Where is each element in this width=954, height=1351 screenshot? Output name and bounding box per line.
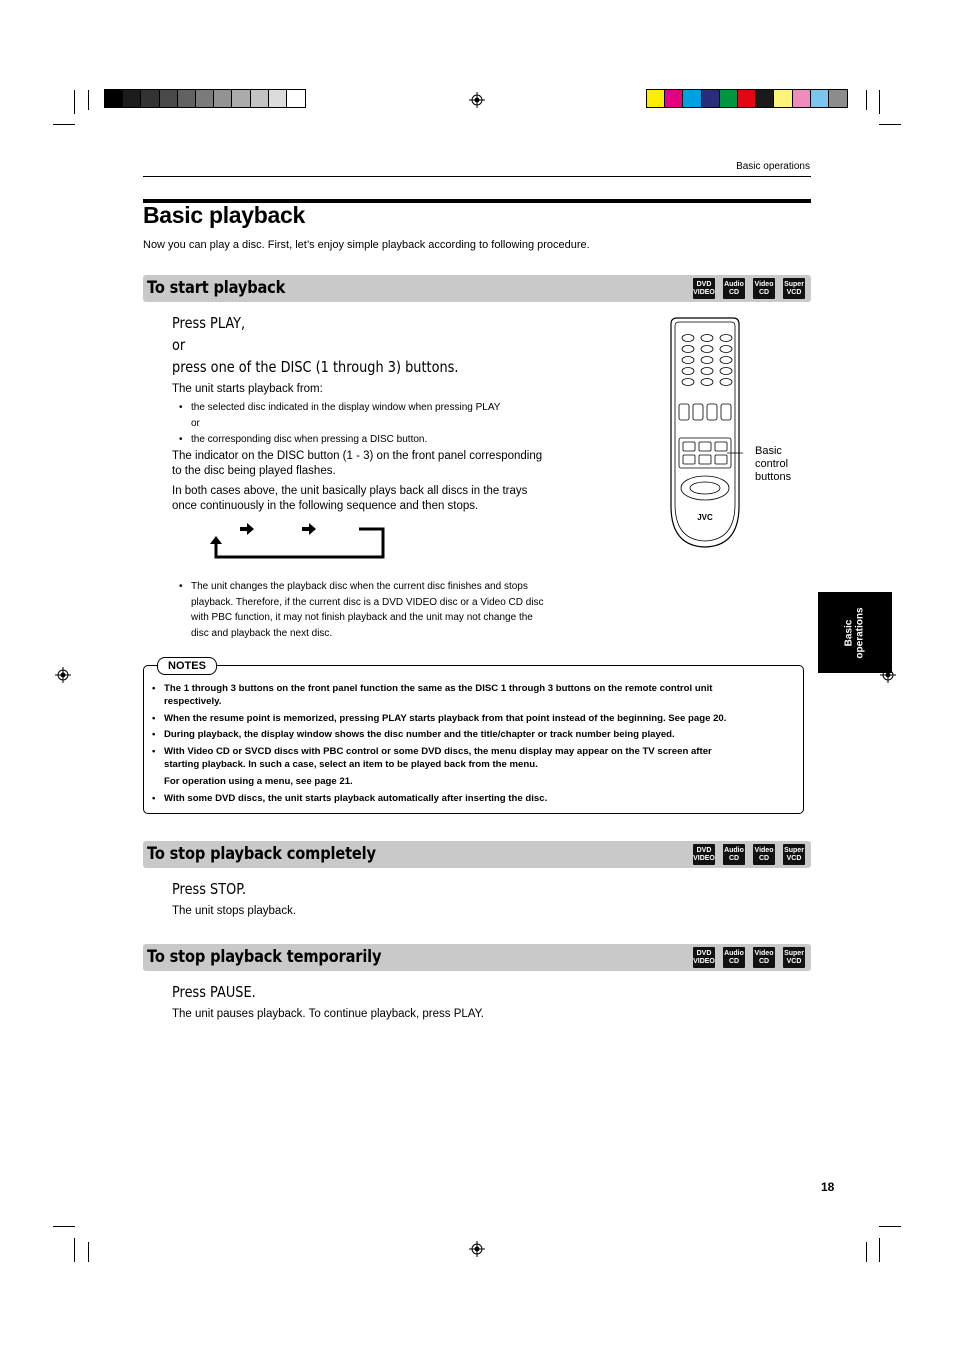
callout-line: Basic xyxy=(755,445,782,457)
color-swatch xyxy=(774,90,792,107)
disc-format-badge-icon xyxy=(783,947,805,968)
note-item: • With some DVD discs, the unit starts playback automatically after inserting the disc. xyxy=(152,793,548,804)
crop-mark xyxy=(74,1238,75,1262)
registration-mark-icon xyxy=(469,92,485,108)
badge-line: CD xyxy=(758,854,770,862)
remote-control-illustration xyxy=(667,316,743,551)
indicator-paragraph xyxy=(172,449,542,479)
disc-format-badge-icon xyxy=(723,947,745,968)
callout-line: control xyxy=(755,458,789,470)
page-title: Basic playback xyxy=(143,202,306,228)
disc-format-badge-icon xyxy=(753,278,775,299)
disc-format-badge-icon xyxy=(723,278,745,299)
loop-back-line xyxy=(216,529,383,557)
disc-format-badge-icon xyxy=(693,947,715,968)
disc-format-badge-icon xyxy=(753,947,775,968)
section-title: To start playback xyxy=(147,278,286,298)
step-press-stop: Press STOP. xyxy=(172,880,247,898)
badge-line: DVD xyxy=(696,949,712,957)
crop-mark xyxy=(53,124,75,125)
notes-tag: NOTES xyxy=(157,657,217,675)
note-item: • During playback, the display window shows the disc number and the title/chapter or track number being played. xyxy=(152,729,675,740)
badge-line: Audio xyxy=(724,846,744,854)
disc-format-badge-icon xyxy=(783,278,805,299)
badge-line: Video xyxy=(754,846,774,854)
crop-mark xyxy=(74,90,75,114)
color-swatch xyxy=(793,90,811,107)
color-swatch xyxy=(811,90,829,107)
crop-mark xyxy=(88,90,89,110)
unit-starts-text: The unit starts playback from: xyxy=(172,383,323,395)
step-press-play: Press PLAY, xyxy=(172,314,246,332)
step-press-disc: press one of the DISC (1 through 3) buttons. xyxy=(172,358,459,376)
header-rule xyxy=(143,176,811,177)
paragraph-line: The indicator on the DISC button (1 - 3) on the front panel corresponding xyxy=(172,450,543,462)
intro-text: Now you can play a disc. First, let’s enjoy simple playback according to following procedure. xyxy=(143,239,590,251)
pause-description: The unit pauses playback. To continue playback, press PLAY. xyxy=(172,1008,484,1020)
color-swatch xyxy=(756,90,774,107)
remote-callout-label xyxy=(755,445,791,484)
remote-brand-logo: JVC xyxy=(697,513,713,522)
crop-mark xyxy=(879,90,880,114)
section-header-stop xyxy=(143,841,811,868)
bullet-line: disc and playback the next disc. xyxy=(191,627,333,639)
badge-line: CD xyxy=(728,288,740,296)
disc-format-badge-icon xyxy=(723,844,745,865)
crop-mark xyxy=(866,90,867,110)
badge-line: Super xyxy=(784,846,804,854)
color-swatch xyxy=(720,90,738,107)
color-swatch xyxy=(178,90,196,107)
section-header-pause xyxy=(143,944,811,971)
note-item: • The 1 through 3 buttons on the front panel function the same as the DISC 1 through 3 buttons on the remote control unit respectively. xyxy=(152,683,713,707)
badge-line: Video xyxy=(754,280,774,288)
disc-badges xyxy=(693,278,805,299)
badge-line: VCD xyxy=(786,957,802,965)
badge-line: DVD xyxy=(696,280,712,288)
note-item: • With Video CD or SVCD discs with PBC control or some DVD discs, the menu display may appear on the TV screen after starting playback. In such a case, select an item to be played back from the menu. xyxy=(152,746,712,770)
list-item: • The unit changes the playback disc when the current disc finishes and stops playback. Therefore, if the current disc is a DVD VIDEO disc or a Video CD disc with PBC function, it may not finish playback and the unit may not change the disc and playback the next disc. xyxy=(179,579,544,641)
badge-line: Video xyxy=(754,949,774,957)
list-item: • the corresponding disc when pressing a DISC button. xyxy=(179,434,428,445)
color-swatch xyxy=(683,90,701,107)
disc-format-badge-icon xyxy=(753,844,775,865)
badge-line: VIDEO xyxy=(693,854,715,862)
paragraph-line: once continuously in the following sequence and then stops. xyxy=(172,500,479,512)
bullet-line: playback. Therefore, if the current disc is a DVD VIDEO disc or a Video CD disc xyxy=(191,596,544,608)
badge-line: Super xyxy=(784,949,804,957)
note-item: • When the resume point is memorized, pressing PLAY starts playback from that point instead of the beginning. See page 20. xyxy=(152,713,727,724)
bullet-line: with PBC function, it may not finish playback and the unit may not change the xyxy=(191,612,533,624)
step-press-pause: Press PAUSE. xyxy=(172,983,256,1001)
color-swatch xyxy=(269,90,287,107)
paragraph-line: In both cases above, the unit basically plays back all discs in the trays xyxy=(172,485,528,497)
bullet-line: The unit changes the playback disc when the current disc finishes and stops xyxy=(191,581,528,592)
badge-line: DVD xyxy=(696,846,712,854)
color-swatch xyxy=(665,90,683,107)
arrow-right-icon xyxy=(240,523,254,535)
section-title: To stop playback temporarily xyxy=(147,947,382,967)
color-swatch xyxy=(105,90,123,107)
step-or: or xyxy=(172,336,186,354)
color-swatch xyxy=(251,90,269,107)
side-tab-label: Basic operations xyxy=(844,606,866,659)
section-header-start xyxy=(143,275,811,302)
disc-format-badge-icon xyxy=(693,844,715,865)
badge-line: Audio xyxy=(724,949,744,957)
color-swatch xyxy=(702,90,720,107)
badge-line: VIDEO xyxy=(693,957,715,965)
color-swatch xyxy=(287,90,305,107)
disc-format-badge-icon xyxy=(783,844,805,865)
badge-line: Audio xyxy=(724,280,744,288)
badge-line: CD xyxy=(758,957,770,965)
arrow-right-icon xyxy=(302,523,316,535)
registration-mark-icon xyxy=(469,1241,485,1257)
color-swatch xyxy=(196,90,214,107)
disc-badges xyxy=(693,844,805,865)
sequence-paragraph xyxy=(172,484,527,514)
badge-line: Super xyxy=(784,280,804,288)
disc-sequence-diagram xyxy=(205,520,390,562)
note-item-continuation: For operation using a menu, see page 21. xyxy=(164,776,353,787)
crop-mark xyxy=(879,1226,901,1227)
color-swatch xyxy=(647,90,665,107)
badge-line: VIDEO xyxy=(693,288,715,296)
page-number: 18 xyxy=(821,1180,835,1194)
running-head: Basic operations xyxy=(736,161,810,172)
color-swatch xyxy=(738,90,756,107)
badge-line: CD xyxy=(728,957,740,965)
crop-mark xyxy=(53,1226,75,1227)
crop-mark xyxy=(879,1238,880,1262)
crop-mark xyxy=(879,124,901,125)
crop-mark xyxy=(866,1242,867,1262)
disc-badges xyxy=(693,947,805,968)
badge-line: VCD xyxy=(786,288,802,296)
color-swatch xyxy=(829,90,847,107)
color-swatch xyxy=(160,90,178,107)
callout-line: buttons xyxy=(755,471,792,483)
section-title: To stop playback completely xyxy=(147,844,376,864)
color-swatch xyxy=(214,90,232,107)
badge-line: CD xyxy=(728,854,740,862)
color-swatch xyxy=(141,90,159,107)
registration-mark-icon xyxy=(55,667,71,683)
color-swatch xyxy=(123,90,141,107)
color-swatch xyxy=(232,90,250,107)
badge-line: CD xyxy=(758,288,770,296)
arrow-up-icon xyxy=(210,536,222,544)
list-item-or: or xyxy=(191,418,200,429)
crop-mark xyxy=(88,1242,89,1262)
paragraph-line: to the disc being played flashes. xyxy=(172,465,336,477)
disc-format-badge-icon xyxy=(693,278,715,299)
stop-description: The unit stops playback. xyxy=(172,905,297,917)
badge-line: VCD xyxy=(786,854,802,862)
list-item: • the selected disc indicated in the display window when pressing PLAY xyxy=(179,402,501,413)
